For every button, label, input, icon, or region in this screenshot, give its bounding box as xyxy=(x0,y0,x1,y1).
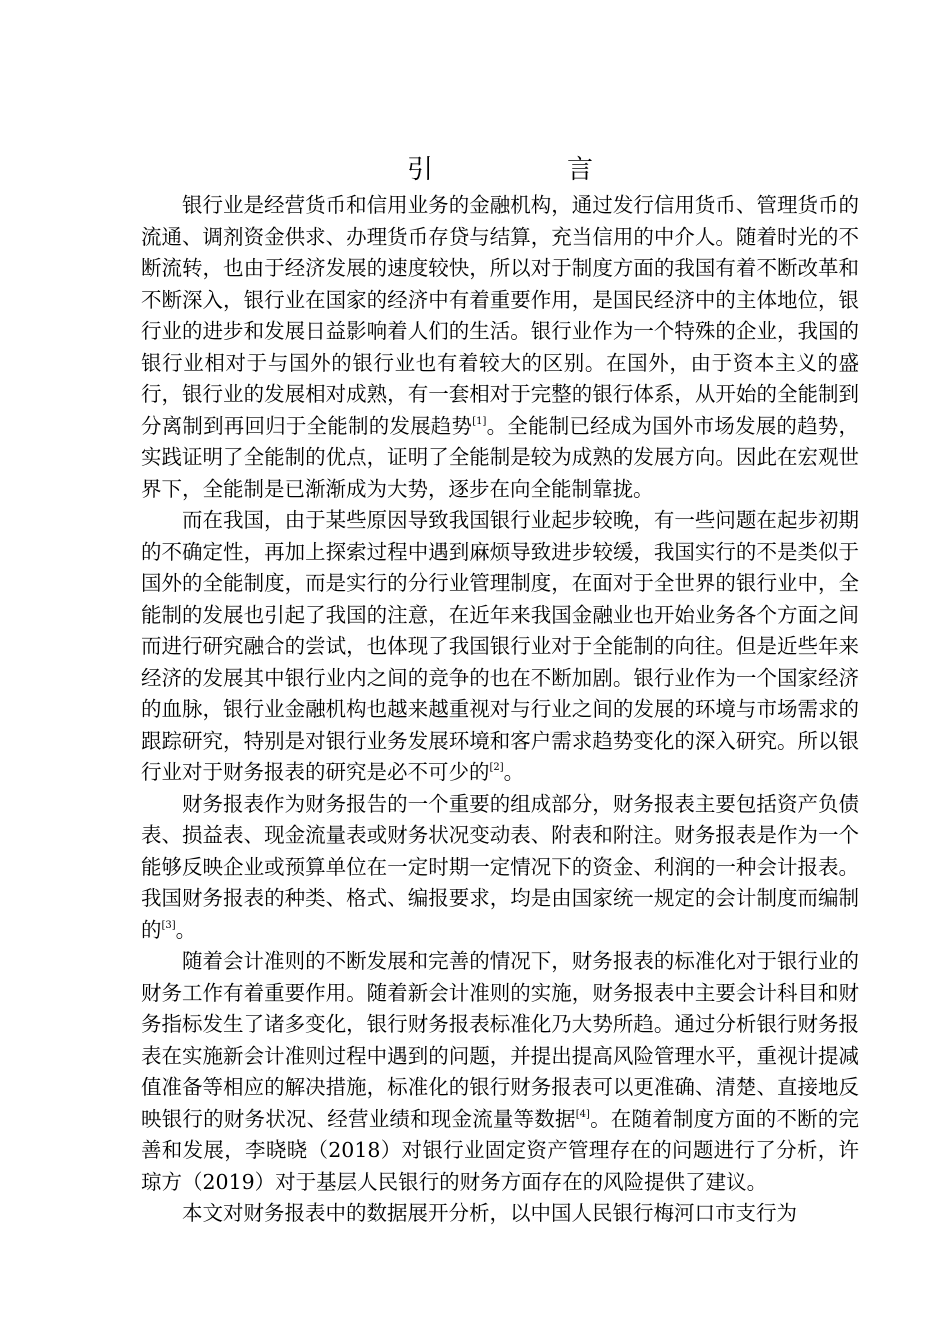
paragraph-text: 财务报表作为财务报告的一个重要的组成部分，财务报表主要包括资产负债表、损益表、现金流量表或财务状况变动表、附表和附注。财务报表是作为一个能够反映企业或预算单位在一定时期一定情况下的资金、利润的一种会计报表。我国财务报表的种类、格式、编报要求，均是由国家统一规定的会计制度而编制的 xyxy=(141,791,859,942)
paragraph-4 xyxy=(141,946,859,1198)
paragraph-text: 。 xyxy=(503,760,525,784)
citation-2: [2] xyxy=(489,762,504,773)
citation-1: [1] xyxy=(472,415,487,427)
document-page xyxy=(141,150,859,1230)
paragraph-text: 银行业是经营货币和信用业务的金融机构，通过发行信用货币、管理货币的流通、调剂资金供求、办理货币存贷与结算，充当信用的中介人。随着时光的不断流转，也由于经济发展的速度较快，所以对于制度方面的我国有着不断改革和不断深入，银行业在国家的经济中有着重要作用，是国民经济中的主体地位，银行业的进步和发展日益影响着人们的生活。银行业作为一个特殊的企业，我国的银行业相对于与国外的银行业也有着较大的区别。在国外，由于资本主义的盛行，银行业的发展相对成熟，有一套相对于完整的银行体系，从开始的全能制到分离制到再回归于全能制的发展趋势 xyxy=(141,193,859,438)
citation-4: [4] xyxy=(575,1108,590,1120)
paragraph-3 xyxy=(141,789,859,947)
paragraph-text: 随着会计准则的不断发展和完善的情况下，财务报表的标准化对于银行业的财务工作有着重要作用。随着新会计准则的实施，财务报表中主要会计科目和财务指标发生了诸多变化，银行财务报表标准化乃大势所趋。通过分析银行财务报表在实施新会计准则过程中遇到的问题，并提出提高风险管理水平，重视计提减值准备等相应的解决措施，标准化的银行财务报表可以更准确、清楚、直接地反映银行的财务状况、经营业绩和现金流量等数据 xyxy=(141,949,859,1131)
paragraph-text: 。 xyxy=(175,917,197,942)
paragraph-2 xyxy=(141,505,859,789)
paragraph-1 xyxy=(141,190,859,505)
page-title: 引 言 xyxy=(406,155,647,185)
paragraph-text: 而在我国，由于某些原因导致我国银行业起步较晚，有一些问题在起步初期的不确定性，再加上探索过程中遇到麻烦导致进步较缓，我国实行的不是类似于国外的全能制度，而是实行的分行业管理制度，在面对于全世界的银行业中，全能制的发展也引起了我国的注意，在近年来我国金融业也开始业务各个方面之间而进行研究融合的尝试，也体现了我国银行业对于全能制的向往。但是近些年来经济的发展其中银行业内之间的竞争的也在不断加剧。银行业作为一个国家经济的血脉，银行业金融机构也越来越重视对与行业之间的发展的环境与市场需求的跟踪研究，特别是对银行业务发展环境和客户需求趋势变化的深入研究。所以银行业对于财务报表的研究是必不可少的 xyxy=(141,508,859,784)
paragraph-text: 本文对财务报表中的数据展开分析，以中国人民银行梅河口市支行为 xyxy=(182,1201,797,1225)
paragraph-5 xyxy=(141,1198,859,1230)
paragraph-text: 。全能制已经成为国外市场发展的趋势，实践证明了全能制的优点，证明了全能制是较为成熟的发展方向。因此在宏观世界下，全能制是已渐渐成为大势，逐步在向全能制靠拢。 xyxy=(141,413,860,501)
paragraph-text: 。在随着制度方面的不断的完善和发展，李晓晓（2018）对银行业固定资产管理存在的问题进行了分析，许琼方（2019）对于基层人民银行的财务方面存在的风险提供了建议。 xyxy=(141,1106,860,1194)
citation-3: [3] xyxy=(161,919,176,931)
